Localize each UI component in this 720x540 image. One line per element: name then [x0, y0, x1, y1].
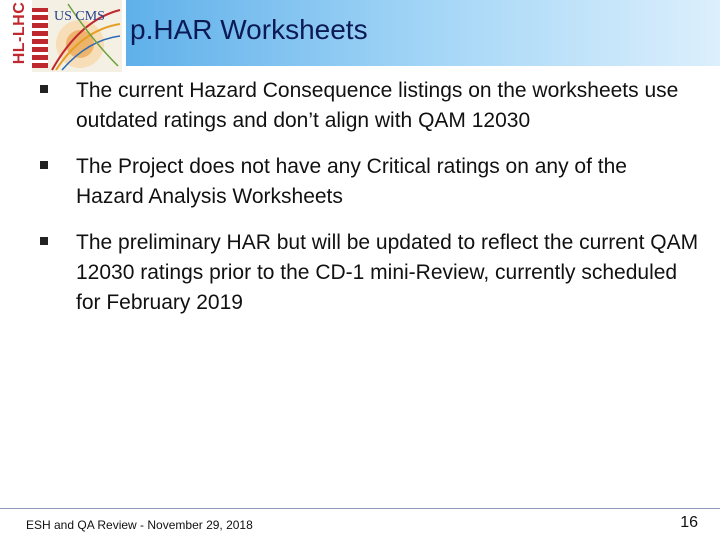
us-cms-logo-text: US CMS: [54, 9, 105, 24]
bullet-list: [40, 76, 700, 318]
us-cms-logo: [32, 0, 122, 72]
bullet-item: [40, 76, 700, 136]
bullet-text: The preliminary HAR but will be updated to reflect the current QAM 12030 ratings prior to the CD-1 mini-Review, currently scheduled for February 2019: [76, 231, 699, 314]
footer-text: ESH and QA Review - November 29, 2018: [26, 518, 253, 532]
bullet-text: The Project does not have any Critical ratings on any of the Hazard Analysis Worksheets: [76, 155, 627, 208]
square-bullet-icon: [40, 161, 48, 169]
footer-divider: [0, 508, 720, 509]
hl-lhc-logo-text: HL-LHC: [11, 1, 28, 65]
bullet-item: [40, 152, 700, 212]
bullet-item: [40, 228, 700, 318]
square-bullet-icon: [40, 85, 48, 93]
page-number: 16: [680, 514, 698, 531]
square-bullet-icon: [40, 237, 48, 245]
slide-title: p.HAR Worksheets: [130, 14, 368, 45]
logo-area: [0, 0, 126, 72]
bullet-text: The current Hazard Consequence listings on the worksheets use outdated ratings and don’t align with QAM 12030: [76, 79, 679, 132]
